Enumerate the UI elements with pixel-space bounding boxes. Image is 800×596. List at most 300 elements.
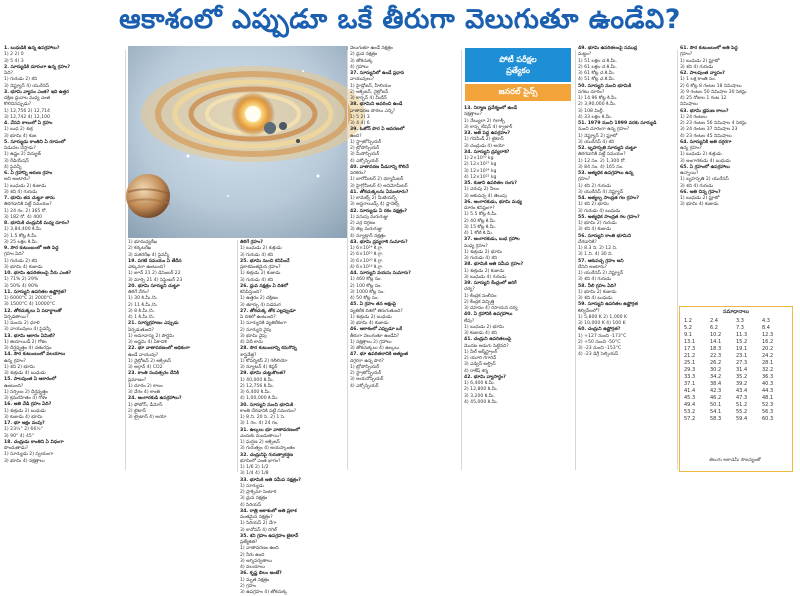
option-text: 1) 6000°C 2) 2000°C — [4, 296, 53, 301]
option-text: 3) బుధుడు 4) గురుడు — [464, 274, 507, 280]
answer-cell: 48.1 — [762, 395, 774, 401]
option-text: 1) 460 కోట్ల సం. — [350, 277, 382, 283]
answer-cell: 30.2 — [710, 367, 722, 373]
option-text: 3) 61 కోట్ల చ.కి.మీ. — [578, 71, 616, 76]
option-text: 1) 71% 2) 29% — [4, 277, 39, 283]
headline-text: ఆకాశంలో ఎప్పుడూ ఒకే తీరుగా వెలుగుతూ ఉండేవి? — [119, 4, 681, 35]
option-text: 4) పైవన్నీ — [4, 164, 22, 170]
option-text: 3) శుక్రుడు 4) బుధుడు — [4, 371, 46, 376]
option-text: 3) మకరరేఖ 4) పైవన్నీ — [128, 252, 170, 258]
answer-cell: 49.4 — [684, 402, 696, 408]
option-text: 1) జియాయిడ్ 2) గోళం — [4, 339, 47, 345]
option-text: 2) టైటాన్ — [128, 408, 146, 414]
option-text: 1) 5,800 K 2) 1,000 K — [578, 314, 628, 320]
option-text: 2) నీరు ఉంది — [240, 552, 265, 558]
option-text: నక్షత్రాలు? — [464, 112, 482, 118]
question-text: 65. ఏ గ్రహంలో ఉపగ్రహాలు — [680, 164, 730, 170]
option-text: వంతమైన నక్షత్రం? — [240, 515, 273, 520]
option-text: 2) 1.5 కోట్ల కి.మీ. — [4, 233, 38, 239]
question-text: 36. కృష్ణ బిలం అంటే? — [240, 571, 282, 577]
question-text: 36. అంగారకుడు, భూమి మధ్య — [464, 199, 523, 205]
option-text: 3) రేడియేషన్ — [4, 158, 29, 164]
answer-cell: 53.2 — [684, 409, 696, 415]
column-divider — [237, 240, 238, 472]
answer-cell: 32.2 — [762, 367, 774, 373]
question-text: 4. వేసవి కాలంలో ఏ గ్రహం — [4, 121, 53, 126]
answer-cell: 10.2 — [710, 332, 722, 338]
option-text: 4) 51 కోట్ల చ.కి.మీ. — [578, 77, 616, 83]
question-text: 16. అతి వేడి గ్రహం ఏది? — [4, 402, 52, 408]
option-text: 3) వాయువులు 4) పైవన్నీ — [4, 327, 51, 333]
option-text: 3) ధ్రువ నక్షత్రం — [240, 496, 268, 502]
option-text: 1) బుధుడు 2) కుజుడు — [4, 183, 47, 189]
question-text: 17. భూ అక్షం వంపు? — [4, 421, 45, 426]
answer-cell: 52.3 — [762, 402, 774, 408]
question-text: 44. సూర్యుని వయసు సుమారు? — [350, 271, 411, 276]
question-text: 39. ఓజోన్ పొర ఏ ఆవరణలో — [350, 127, 405, 133]
question-text: 42. భూమి వ్యాసార్థం? — [464, 374, 506, 380]
option-text: తిరగడానికి పట్టే సమయం? — [578, 152, 626, 158]
option-text: 2) కర్కటరేఖ — [128, 246, 152, 252]
option-text: వాయువులు? — [350, 77, 375, 83]
option-text: 4) 12×10²² kg — [464, 174, 497, 180]
option-text: 2) 61 లక్షల చ.కి.మీ. — [578, 64, 617, 70]
option-text: 3) 90° 4) 45° — [4, 433, 35, 439]
option-text: 1) యురేనస్ 2) నెప్ట్యూన్ — [578, 271, 624, 276]
option-text: 4) 6×10¹⁸ కి.గ్రా. — [350, 264, 384, 270]
option-text: ఏర్పడుతుంది? — [128, 327, 154, 333]
option-text: 3) 24 గంటల 37 నిమిషాల 23 — [680, 127, 738, 133]
answer-cell: 18.3 — [710, 346, 722, 352]
option-text: ప్రకాశవంతమైన గ్రహం? — [240, 265, 281, 270]
answer-cell: 17.3 — [684, 346, 696, 352]
option-text: 3) గురుడు 4) శని — [464, 256, 498, 261]
option-text: 3) అగ్నిపర్వతాలు — [240, 558, 273, 564]
option-text: 2) 23 గంటల 56 నిమిషాల 4 సెకన్లు — [680, 121, 747, 126]
option-text: 4) 50 కోట్ల సం. — [350, 296, 379, 301]
option-text: 1) 12 సం. 2) 1,300 రో. — [578, 158, 626, 164]
option-text: 1) సూర్యుడు 2) స్వయంగా — [4, 452, 54, 458]
option-text: 1) శుక్రుడు 2) బుధుడు — [350, 314, 392, 320]
option-text: 1) బుధ 2) శుక్ర — [4, 127, 33, 133]
option-text: పొందుతాడు? — [4, 446, 29, 451]
answer-cell: 57.2 — [684, 416, 696, 422]
option-text: 3) తెల్ల మరుగుజ్జు — [350, 227, 383, 233]
question-text: 53. అత్యధిక ఉపగ్రహాలు ఉన్న — [578, 171, 634, 176]
question-text: 56. సూర్యుని కాంతి భూమిని — [578, 233, 632, 239]
option-text: 3) 182 రో. 4) 400 — [4, 214, 42, 220]
option-text: 1) శుక్రుడు 2) కుజుడు — [240, 271, 281, 277]
option-text: 1) 8.3 ని. 2) 12 ని. — [578, 246, 618, 251]
option-text: 3) 1000 కోట్ల సం. — [350, 289, 385, 295]
option-text: 1) 2×10³⁰ kg — [464, 156, 494, 161]
option-text: 3) శని 4) గురుడు — [578, 277, 612, 283]
option-text: 1) 24 గంటలు — [680, 114, 707, 120]
option-text: 3) ఆర్గాన్ 4) CO2 — [128, 365, 163, 370]
option-text: ఏ దిశలో ఉంటుంది? — [240, 315, 276, 320]
option-text: ఏర్పడతాయి? — [4, 314, 29, 320]
question-text: 42. సూర్యుడు ఏ రకం నక్షత్రం? — [350, 208, 408, 214]
option-text: సగటు దూరం? — [578, 89, 605, 95]
question-text: 34. రాత్రి ఆకాశంలో అతి ప్రకాశ — [240, 508, 297, 514]
option-text: 1) శని 2) భూమి — [578, 202, 609, 208]
answer-cell: 60.3 — [762, 416, 774, 422]
question-text: 14. సౌర కుటుంబంలో వలయాలు — [4, 352, 66, 358]
answer-cell: 55.2 — [736, 409, 748, 415]
option-text: 3) 10,000 K 4) 100 K — [578, 321, 626, 326]
option-text: 1) శుక్రుడు 2) భూమి — [464, 249, 503, 255]
option-text: 3) హైగ్రోమీటర్ 4) అనిమోమీటర్ — [350, 183, 408, 189]
answer-cell: 8.4 — [762, 325, 770, 331]
question-text: 38. భూమిని ఆవరించి ఉండే — [350, 102, 403, 108]
answer-cell: 15.2 — [736, 339, 748, 345]
answer-cell: 25.1 — [684, 360, 696, 366]
column-divider — [125, 50, 126, 470]
question-text: 2. సూర్యుడికి దూరంగా ఉన్న గ్రహం? — [4, 64, 71, 70]
option-text: మట్టం? — [578, 52, 592, 58]
answer-cell: 27.3 — [736, 360, 748, 366]
banner-title-box — [465, 48, 571, 82]
question-text: 1. బుధుడికి ఉన్న ఉపగ్రహాలు? — [4, 46, 60, 51]
option-text: 1) నేబ్యులా 2) గెలాక్సీ — [464, 118, 505, 124]
answer-cell: 7.3 — [736, 325, 744, 331]
option-text: దక్షిణ ధ్రువాల మధ్య ఎంత — [4, 96, 51, 101]
option-text: ఉన్న గ్రహం? — [680, 146, 702, 151]
option-text: 4) -23 డిగ్రీ సెల్సియస్ — [578, 352, 619, 358]
option-text: 1) హైడ్రోజన్, హీలియం — [350, 83, 391, 89]
question-text: 26. ధ్రువ నక్షత్రం ఏ దిశలో — [240, 283, 288, 289]
option-text: 1) కేంద్రక సంలీనం — [464, 293, 497, 299]
option-text: 1) కామెట్స్ 2) మీటియర్స్ — [350, 196, 397, 201]
question-text: 27. తోకచుక్క తోక ఎల్లప్పుడూ — [240, 308, 296, 314]
option-text: 1) శుక్రుడు 2) బుధుడు — [4, 408, 46, 414]
option-text: 1) 23½° 2) 66½° — [4, 427, 43, 433]
option-text: ఏది? — [4, 71, 13, 76]
galaxy-illustration-svg — [128, 46, 348, 238]
option-text: దగ్గరగా ఉన్న పొర? — [350, 358, 384, 364]
option-text: 1) ట్రోపోస్ఫియర్ — [350, 364, 380, 370]
answer-cell: 9.1 — [684, 332, 692, 338]
option-text: 1) గురుడు 2) శని — [4, 77, 38, 83]
question-column-1 — [4, 46, 122, 474]
answer-cell: 2.4 — [710, 318, 718, 324]
option-text: 1) 5.5 కోట్ల కి.మీ. — [464, 212, 498, 218]
option-text: ఎక్కువగా ఉంటుంది? — [128, 265, 166, 270]
option-text: తిరగడానికి పట్టే సమయం? — [4, 202, 52, 208]
option-text: 1) శుక్రుడు 2) కుజుడు — [464, 268, 505, 274]
option-text: ఉంటుంది? — [4, 383, 24, 389]
option-text: గ్రహం? — [578, 177, 591, 183]
question-text: 41. తోకచుక్కలను ఏమంటారు? — [350, 189, 409, 195]
answer-cell: 13.1 — [684, 339, 696, 345]
option-text: 1) 14.96 కోట్ల కి.మీ. — [578, 96, 618, 101]
option-text: 3) అంగారకుడు 4) బుధుడు — [680, 158, 731, 164]
option-text: 2) +50 నుంచి -50°C — [578, 339, 621, 345]
banner-line1: పోటీ పరీక్షల — [499, 55, 537, 64]
option-text: 1) అమావాస్య 2) పౌర్ణమి — [128, 333, 174, 339]
option-text: ఉండే వాయువు? — [128, 352, 159, 358]
option-text: 2) గ్రహం — [240, 583, 256, 589]
option-text: 2) సూర్యుని వైపు — [240, 327, 272, 333]
answer-key-grid — [680, 318, 792, 423]
option-text: దేనిని అంటారు? — [578, 264, 607, 270]
option-text: 3) కుజుడు 4) శని — [464, 331, 497, 336]
option-text: 3) తూర్పు 4) పడమర — [240, 302, 281, 308]
option-text: 3) కాన్స్టలేషన్ 4) క్వాజార్ — [464, 124, 513, 130]
option-text: 1) ఎరుపు 2) నీలం — [464, 187, 499, 193]
galaxy-illustration — [128, 46, 348, 238]
option-text: 3) యురేనస్ 4) శని — [578, 139, 615, 145]
question-text: 50. సూర్యుని నుంచి భూమికి — [578, 83, 632, 89]
option-text: 2) 12×10²⁷ kg — [464, 162, 497, 168]
option-text: 3) 1 గం. 4) 24 గం. — [240, 421, 279, 427]
option-text: 2) 100 కోట్ల సం. — [350, 283, 382, 289]
section-banner — [465, 48, 571, 102]
option-text: 1) బుధుడు 2) శుక్రుడు — [680, 152, 722, 158]
option-text: ప్రత్యేకత? — [240, 540, 258, 545]
answer-cell: 42.3 — [710, 388, 722, 394]
option-text: 3) చంద్రుడు 4) అయో — [464, 143, 505, 149]
option-text: అని అంటారు? — [4, 177, 31, 183]
option-text: 3) మార్చి 21 4) సెప్టెంబర్ 23 — [128, 277, 183, 283]
option-text: 3) 1/4 4) 1/8 — [240, 471, 269, 477]
option-text: 1) నైట్రోజన్ 2) ఆక్సిజన్ — [128, 358, 171, 364]
question-text: 35. శని గ్రహం ఉపగ్రహం టైటాన్ — [240, 533, 299, 539]
option-text: 3) భూమి 4) కుజుడు — [350, 321, 389, 326]
option-text: గ్రహం ఏది? — [4, 252, 25, 258]
option-text: 3) 12×10²⁴ kg — [464, 168, 497, 174]
option-text: 3) 50% 4) 90% — [4, 283, 39, 289]
option-text: 1) సిరియస్ 2) వేగా — [240, 521, 277, 527]
option-text: 1) 40,000 కి.మీ. — [240, 377, 274, 383]
answer-cell: 50.1 — [710, 402, 722, 408]
option-text: 4) 25 రోజుల 1 గంట 12 — [680, 96, 727, 101]
option-text: 3) 108 మిల్లీ. — [578, 108, 605, 114]
option-text: 1) ఫోబోస్, డీమోస్ — [128, 402, 163, 408]
option-text: 1) బుధుడు 2) ప్లూటో — [680, 58, 720, 64]
answer-cell: 22.3 — [710, 353, 722, 359]
answer-cell: 38.4 — [710, 381, 722, 387]
option-text: 2) 40 కోట్ల కి.మీ. — [464, 218, 497, 224]
option-text: 2) స్ట్రాటోస్ఫియర్ — [350, 371, 382, 376]
option-text: భూమిలో ఎంత భాగం? — [240, 458, 281, 464]
question-text: 33. అతి పెద్ద ఉపగ్రహం? — [464, 131, 511, 136]
answer-key-title: సమాధానాలు — [723, 309, 749, 315]
question-text: 51. 1979 నుంచి 1999 వరకు సూర్యుడి — [578, 121, 657, 126]
option-text: కొలిచినప్పుడు? — [4, 102, 32, 108]
option-text: 3) భూమి 4) నక్షత్రాలు — [4, 458, 45, 464]
option-text: 4) సిరియస్ — [240, 502, 262, 508]
option-text: 1) 12,756 2) 12,714 — [4, 108, 50, 114]
question-text: 37. సూర్యునిలో ఉండే ప్రధాన — [350, 71, 405, 76]
question-text: 45. ఏ గ్రహం తన అక్షంపై — [350, 302, 396, 308]
option-text: పరికరం? — [350, 171, 366, 176]
option-text: 1) నీల్ ఆర్మ్‌స్ట్రాంగ్ — [464, 349, 498, 355]
option-text: 1) మృత నక్షత్రం — [240, 577, 270, 583]
option-text: 3) 25 లక్షల కి.మీ. — [4, 239, 39, 245]
question-text: 23. కాంతి సంవత్సరం దేనికి — [128, 371, 179, 377]
question-text: 43. భూమి ద్రవ్యరాశి సుమారు? — [350, 239, 408, 245]
option-text: కాంతి చేరడానికి పట్టే సమయం? — [240, 408, 297, 414]
option-text: 3) ఉపగ్రహం 4) తోకచుక్క — [240, 590, 288, 595]
answer-cell: 40.3 — [762, 381, 774, 387]
question-column-4 — [350, 46, 458, 474]
answer-cell: 31.4 — [736, 367, 748, 373]
option-text: 4) 33 లక్షల కి.మీ. — [578, 114, 613, 120]
question-column-5 — [464, 106, 572, 474]
option-text: 4) 1,00,000 కి.మీ. — [240, 396, 279, 402]
option-text: 1) సూర్యునికి వ్యతిరేకంగా — [240, 321, 287, 327]
answer-cell: 54.1 — [710, 409, 722, 415]
question-text: 38. భూమికి అతి సమీప గ్రహం? — [464, 262, 524, 268]
option-text: 3) తోకచుక్కలు 4) ఉల్కలు — [350, 346, 400, 351]
option-text: 4) 23 గంటల 45 నిమిషాలు — [680, 133, 732, 139]
question-text: 25. భూమి నుంచి కనిపించే — [240, 258, 290, 264]
credit-line: తెలుగు అకాడమీ సౌజన్యంతో — [709, 458, 761, 463]
option-text: 3) అయనోస్ఫియర్ — [350, 377, 384, 383]
question-text: 12. తోకచుక్కలు ఏ పదార్థాలతో — [4, 308, 62, 314]
question-text: 60. చంద్రుని ఉష్ణోగ్రత? — [578, 327, 621, 333]
option-text: 3) శని 4) కుజుడు — [578, 227, 611, 233]
answer-cell: 44.3 — [762, 388, 774, 394]
option-text: 1) బారోమీటర్ 2) థర్మామీటర్ — [350, 177, 404, 183]
option-text: 4) 1 కోటి కి.మీ. — [464, 231, 494, 236]
question-text: 49. భూమి ఉపరితలంపై సముద్ర — [578, 46, 638, 51]
option-text: 3) అష్టమి 4) ఏకాదశి — [128, 340, 167, 345]
option-text: 3) కార్బన్ 4) మీథేన్ — [350, 96, 387, 101]
option-text: 3) 4 4) 6 — [350, 121, 370, 126]
option-text: 1) బుధుడు 2) శుక్రుడు — [240, 246, 282, 252]
option-text: నిమిషాలు — [680, 102, 698, 108]
option-text: 1) 51 లక్షల చ.కి.మీ. — [578, 58, 617, 64]
option-text: 1) 8 ని. 20 సె. 2) 1 సె. — [240, 415, 286, 420]
answer-cell: 35.2 — [736, 374, 748, 380]
question-text: 15. పాలపుంత ఏ ఆకారంలో — [4, 377, 57, 383]
option-text: 3) కానోపస్ 4) రిగెల్ — [240, 527, 277, 533]
banner-subject-box — [465, 84, 571, 101]
question-text: 22. భూ వాతావరణంలో అధికంగా — [128, 346, 190, 352]
option-text: 3) గురుడు 4) శని — [240, 252, 274, 258]
answer-cell: 33.3 — [684, 374, 696, 380]
option-text: 3) కుజుడు 4) భూమి — [4, 414, 43, 420]
option-text: 2) 12,800 కి.మీ. — [464, 387, 498, 393]
option-text: 1) జూన్ 21 2) డిసెంబర్ 22 — [128, 271, 181, 277]
option-text: 1) భూమి 2) కుజుడు — [578, 289, 617, 295]
answer-key-box — [679, 306, 793, 472]
question-text: 62. పాలపుంత వ్యాసం? — [680, 71, 725, 76]
option-text: 1) భూమి 2) గురుడు — [578, 221, 617, 226]
banner-subject: జనరల్ సైన్స్ — [498, 87, 538, 96]
option-text: 2) 11 కి.మీ./సె. — [128, 302, 158, 308]
option-text: 1) 1 లక్ష కాంతి సం. — [680, 77, 717, 83]
option-text: 1) గురుడు 2) శని — [4, 258, 38, 264]
option-text: నుంచి దూరంగా ఉన్న గ్రహం? — [578, 127, 630, 133]
option-text: 3) 6×10³⁰ కి.గ్రా. — [350, 258, 384, 264]
answer-cell: 28.1 — [762, 360, 774, 366]
option-text: లేవు? — [464, 318, 475, 324]
option-text: 1) 3,84,400 కి.మీ. — [4, 227, 43, 233]
question-text: 54. అత్యల్ప సాంద్రత గల గ్రహం? — [578, 196, 640, 201]
option-text: 1) 1/6 2) 1/2 — [240, 465, 269, 470]
answer-cell: 51.2 — [736, 402, 748, 408]
option-text: 3) ట్రైటాన్ 4) అయో — [128, 415, 167, 420]
option-text: 4) ఎక్సోస్ఫియర్ — [350, 383, 379, 389]
question-text: తిరిగే గ్రహం? — [240, 240, 263, 245]
option-text: 1) దూరం 2) కాలం — [128, 383, 163, 389]
option-text: 2) ట్రోపోస్ఫియర్ — [350, 146, 380, 151]
question-text: 13. భూమి ఆకారం ఏమిటి? — [4, 333, 56, 339]
answer-cell: 19.1 — [736, 346, 748, 352]
answer-cell: 11.3 — [736, 332, 748, 338]
option-text: వ్యతిరేక దిశలో తిరుగుతుంది? — [350, 308, 403, 314]
option-text: 3) 1 ని. 4) 30 ని. — [578, 252, 613, 258]
option-text: 2) 6 కోట్ల 8 గంటల 18 నిమిషాలు — [680, 83, 742, 89]
option-text: 3) 3,200 కి.మీ. — [464, 393, 495, 399]
option-text: 2) ఆక్సిజన్, నైట్రోజన్ — [350, 89, 389, 95]
option-text: 4) గ్రహాలు — [350, 64, 369, 70]
question-text: 47. భూ ఉపరితలానికి అత్యంత — [350, 352, 409, 358]
option-text: ప్రమాణం? — [128, 377, 147, 383]
answer-cell: 58.3 — [710, 416, 722, 422]
option-text: 2) 12,756 కి.మీ. — [240, 383, 274, 389]
option-text: 1) శని 2) గురుడు — [578, 183, 612, 189]
answer-cell: 45.3 — [684, 395, 696, 401]
option-text: 3) శని 4) గురుడు — [680, 183, 714, 189]
column-divider — [677, 50, 678, 470]
option-text: 1) స్ట్రాటోస్ఫియర్ — [350, 139, 382, 145]
option-text: 1) 5 2) 3 — [350, 114, 370, 120]
question-text: 52. బృహస్పతి సూర్యుని చుట్టూ — [578, 146, 637, 151]
question-text: 8. భూమికి చంద్రునికి మధ్య దూరం? — [4, 221, 70, 226]
answer-cell: 47.3 — [736, 395, 748, 401]
option-text: మధ్య గ్రహం? — [464, 243, 488, 249]
answer-cell: 41.4 — [684, 388, 696, 394]
option-text: 1) 6,400 కి.మీ. — [464, 381, 495, 386]
headline — [0, 0, 800, 46]
question-text: 31. ఉల్కలు భూ వాతావరణంలో — [240, 427, 300, 433]
option-text: 3) నెప్ట్యూన్ 4) యురేనస్ — [4, 83, 50, 89]
option-text: 1) గనిమీడ్ 2) టైటాన్ — [464, 137, 504, 143]
answer-cell: 14.1 — [710, 339, 722, 345]
option-text: 1) పసుపు మరుగుజ్జు — [350, 214, 389, 220]
option-text: 1) ఉష్ణం 2) విద్యుత్ — [4, 152, 41, 158]
option-text: 2) కేంద్రక విచ్ఛిత్తి — [464, 299, 495, 305]
option-text: 4) ఎక్సోస్ఫియర్ — [350, 158, 379, 164]
option-text: 3) గురుడు 4) బుధుడు — [578, 208, 621, 214]
option-text: 3) 15 కోట్ల కి.మీ. — [464, 224, 497, 230]
option-text: 1) ఉత్తరం 2) దక్షిణం — [240, 296, 278, 302]
question-text: 66. అతి చిన్న గ్రహం? — [680, 189, 721, 195]
option-text: 1) 24 గం. 2) 365 రో. — [4, 208, 47, 214]
answer-cell: 46.2 — [710, 395, 722, 401]
option-text: 3) భూమి 4) కుజ — [4, 133, 37, 139]
option-text: 4) ఏదీ కాదు — [240, 340, 263, 345]
answer-cell: 26.2 — [710, 360, 722, 366]
option-text: 2) ప్రాక్సిమా సెంటారి — [240, 490, 277, 495]
option-text: 3) శని 4) గురుడు — [4, 189, 38, 195]
option-text: ఎందుకు మండుతాయి? — [240, 433, 282, 439]
option-text: 3) దీర్ఘవృత్తం 4) చతురస్రం — [4, 346, 52, 351]
option-text: 2) ఎర్ర దిగ్గజం — [350, 221, 376, 226]
answer-cell: 29.3 — [684, 367, 696, 373]
column-divider — [461, 50, 462, 470]
question-column-7 — [680, 46, 794, 304]
question-text: 19. పగటి సమయం ఏ తేదీన — [128, 258, 182, 264]
option-text: 1) నక్షత్రాలు 2) గ్రహాలు — [350, 339, 392, 345]
option-text: 3) శని 4) గురుడు — [680, 64, 714, 70]
option-text: ఉన్నాయి? — [680, 171, 699, 176]
option-text: తీరుగా వెలుగుతూ ఉండేవి? — [350, 333, 400, 339]
